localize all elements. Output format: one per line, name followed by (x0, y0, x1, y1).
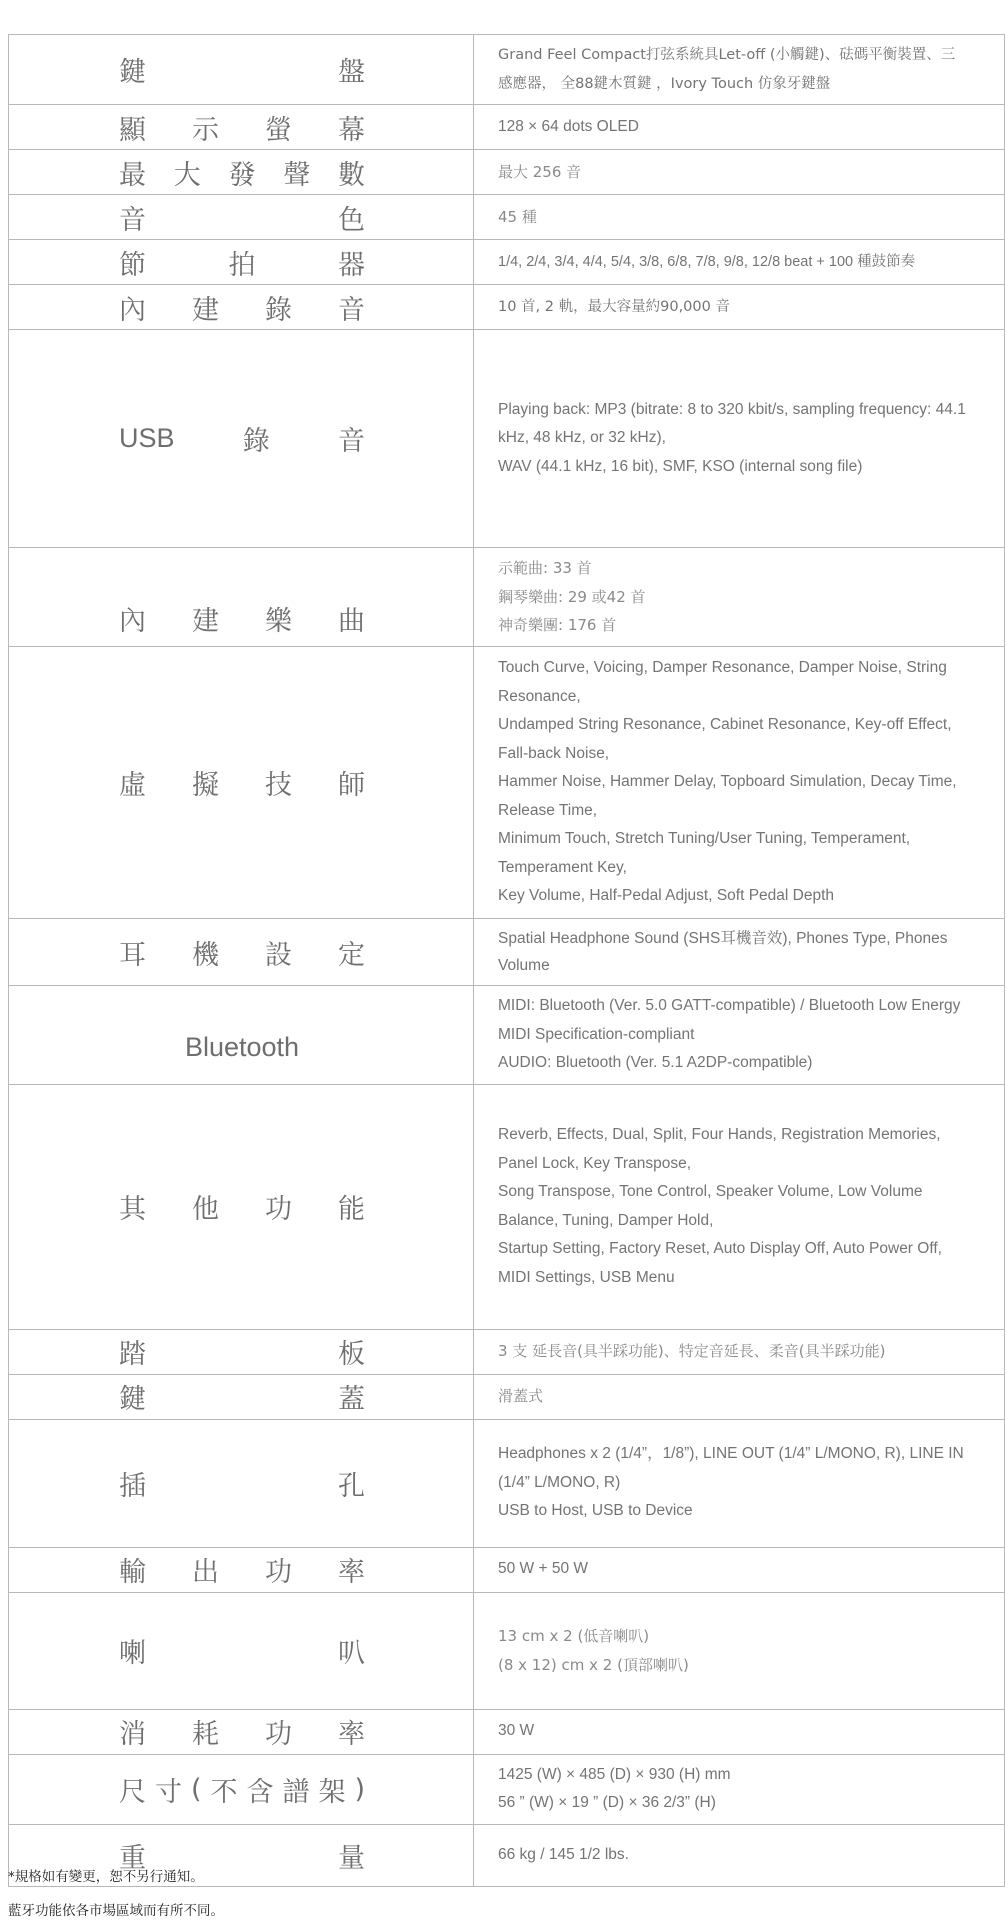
spec-value (474, 1824, 1005, 1886)
spec-value (474, 647, 1005, 919)
spec-label (9, 1709, 474, 1754)
label-text (119, 153, 365, 192)
label-char: 師 (338, 770, 365, 801)
spec-row-metronome (9, 240, 1005, 285)
label-char: 蓋 (338, 1384, 365, 1415)
label-text (119, 1770, 365, 1809)
spec-label (9, 35, 474, 105)
label-char: 喇 (119, 1638, 146, 1669)
label-char: 其 (119, 1194, 146, 1225)
value-line: Release Time, (498, 801, 598, 819)
value-line: 10 首, 2 軌，最大容量約90,000 音 (498, 298, 730, 315)
value-line: Key Volume, Half-Pedal Adjust, Soft Pedal Depth (498, 887, 835, 905)
label-text (119, 1550, 365, 1589)
value-line: 45 種 (498, 207, 537, 226)
spec-label (9, 548, 474, 647)
label-text (119, 599, 365, 638)
label-char: 內 (119, 606, 146, 637)
label-char: ) (354, 1773, 365, 1805)
value-line: Resonance, (498, 687, 581, 705)
label-char: 插 (119, 1470, 146, 1502)
label-char: 擬 (192, 770, 219, 801)
label-char: 輸 (119, 1557, 146, 1588)
spec-row-voices (9, 195, 1005, 240)
spec-row-speakers (9, 1592, 1005, 1709)
value-line: Reverb, Effects, Dual, Split, Four Hands, Registration Memories, (498, 1126, 941, 1143)
spec-row-power-consumption (9, 1709, 1005, 1754)
label-text (119, 1377, 365, 1416)
spec-value (474, 548, 1005, 647)
spec-value (474, 919, 1005, 986)
spec-label (9, 195, 474, 240)
label-text (119, 419, 365, 458)
label-char: 節 (119, 249, 146, 281)
value-line: 13 cm x 2 (低音喇叭) (498, 1627, 650, 1645)
spec-row-recorder (9, 285, 1005, 330)
value-line: 66 kg / 145 1/2 lbs. (498, 1845, 629, 1863)
label-char: 孔 (338, 1470, 365, 1502)
label-char: 板 (338, 1339, 365, 1370)
label-char: 發 (228, 159, 256, 191)
label-char: 功 (265, 1719, 292, 1750)
label-char: 示 (192, 114, 219, 146)
value-line: AUDIO: Bluetooth (Ver. 5.1 A2DP-compatible) (498, 1054, 813, 1071)
label-char: 拍 (228, 249, 256, 281)
label-char: 幕 (338, 114, 365, 146)
spec-row-usb-recorder (9, 330, 1005, 548)
label-text (119, 933, 365, 972)
label-char: 寸 (154, 1776, 182, 1808)
spec-value (474, 330, 1005, 548)
label-char: 音 (338, 294, 365, 326)
label-char: 錄 (242, 426, 270, 457)
spec-value (474, 1592, 1005, 1709)
label-char: ( (190, 1773, 202, 1805)
label-char: 色 (338, 204, 365, 236)
value-line: 56 ” (W) × 19 ” (D) × 36 2/3” (H) (498, 1794, 716, 1811)
spec-row-key-cover (9, 1374, 1005, 1419)
label-char: 率 (338, 1719, 365, 1750)
spec-value (474, 1709, 1005, 1754)
label-char: 機 (192, 939, 219, 971)
label-char: 譜 (282, 1776, 310, 1808)
value-line: 50 W + 50 W (498, 1560, 589, 1578)
label-char: 音 (119, 204, 146, 236)
label-char: 錄 (265, 294, 292, 326)
value-line: 示範曲: 33 首 (498, 559, 592, 578)
spec-label (9, 1374, 474, 1419)
label-char: 耳 (119, 939, 146, 971)
spec-value (474, 35, 1005, 105)
spec-label (9, 1754, 474, 1824)
label-char: 率 (338, 1557, 365, 1588)
spec-value (474, 1419, 1005, 1547)
spec-row-internal-songs (9, 548, 1005, 647)
value-line: 鋼琴樂曲: 29 或42 首 (498, 587, 646, 606)
label-char: 他 (192, 1194, 219, 1225)
spec-label (9, 285, 474, 330)
value-line: 滑蓋式 (498, 1387, 544, 1406)
spec-row-display (9, 105, 1005, 150)
spec-row-polyphony (9, 150, 1005, 195)
label-char: 大 (173, 159, 201, 191)
value-line: 1425 (W) × 485 (D) × 930 (H) mm (498, 1765, 731, 1783)
specifications-table (8, 34, 1005, 1887)
value-line: 30 W (498, 1722, 535, 1740)
value-line: 1/4, 2/4, 3/4, 4/4, 5/4, 3/8, 6/8, 7/8, 9/8, 12/8 beat + 100 種鼓節奏 (498, 253, 916, 270)
spec-label (9, 919, 474, 986)
label-char: 設 (265, 939, 292, 971)
spec-label (9, 1329, 474, 1374)
spec-row-dimensions (9, 1754, 1005, 1824)
value-line: Balance, Tuning, Damper Hold, (498, 1211, 714, 1229)
label-char: 顯 (119, 114, 146, 146)
label-text (119, 243, 365, 282)
value-line: Playing back: MP3 (bitrate: 8 to 320 kbit/s, sampling frequency: 44.1 (498, 400, 966, 418)
label-char: 定 (338, 939, 365, 971)
label-char: 出 (192, 1557, 219, 1588)
spec-value (474, 1754, 1005, 1824)
label-char: 能 (338, 1194, 365, 1225)
value-line: Touch Curve, Voicing, Damper Resonance, Damper Noise, String (498, 659, 947, 677)
label-text (119, 1464, 365, 1503)
label-char: 虛 (119, 770, 146, 801)
label-char: 叭 (338, 1638, 365, 1669)
value-line: 神奇樂團: 176 首 (498, 616, 617, 635)
label-char: 鍵 (119, 1384, 146, 1415)
spec-value (474, 986, 1005, 1085)
label-char: 尺 (119, 1776, 146, 1808)
value-line: 128 × 64 dots OLED (498, 117, 639, 135)
spec-value (474, 1084, 1005, 1329)
label-char: 功 (265, 1194, 292, 1225)
label-char: 耗 (192, 1719, 219, 1750)
spec-label (9, 240, 474, 285)
value-line: Volume (498, 957, 550, 974)
spec-row-virtual-technician (9, 647, 1005, 919)
label-text (119, 1006, 365, 1063)
label-char: 架 (318, 1776, 346, 1808)
label-char: 建 (192, 606, 219, 637)
label-char: 盤 (338, 57, 365, 88)
label-char: 量 (338, 1842, 365, 1874)
value-line: Minimum Touch, Stretch Tuning/User Tuning, Temperament, (498, 830, 911, 848)
label-char: 音 (338, 426, 365, 457)
spec-label (9, 1547, 474, 1592)
label-char: 數 (338, 159, 365, 191)
label-char: 螢 (265, 114, 292, 146)
footnote-bluetooth-region: 藍牙功能依各市場區域而有所不同。 (8, 1903, 224, 1919)
spec-row-keyboard (9, 35, 1005, 105)
spec-row-output-power (9, 1547, 1005, 1592)
label-text (119, 763, 365, 802)
value-line: Panel Lock, Key Transpose, (498, 1154, 692, 1172)
label-text (119, 50, 365, 89)
value-line: kHz, 48 kHz, or 32 kHz), (498, 429, 666, 447)
spec-value (474, 1329, 1005, 1374)
spec-label (9, 1419, 474, 1547)
label-text (119, 1187, 365, 1226)
value-line: Grand Feel Compact打弦系統具Let-off (小觸鍵)、砝碼平衡裝置、三 (498, 47, 956, 63)
spec-label (9, 150, 474, 195)
spec-value (474, 150, 1005, 195)
spec-label (9, 647, 474, 919)
label-text (119, 1332, 365, 1371)
value-line: (8 x 12) cm x 2 (頂部喇叭) (498, 1655, 689, 1674)
label-text (119, 198, 365, 237)
label-char: 重 (119, 1842, 146, 1874)
label-char: 樂 (265, 606, 292, 637)
spec-label (9, 330, 474, 548)
label-char: 器 (338, 249, 365, 281)
spec-value (474, 240, 1005, 285)
value-line: USB to Host, USB to Device (498, 1502, 693, 1520)
spec-label (9, 986, 474, 1085)
value-line: WAV (44.1 kHz, 16 bit), SMF, KSO (internal song file) (498, 457, 863, 475)
spec-row-other-functions (9, 1084, 1005, 1329)
label-char: 曲 (338, 606, 365, 637)
spec-value (474, 195, 1005, 240)
spec-label (9, 1084, 474, 1329)
value-line: Fall-back Noise, (498, 744, 610, 762)
label-char: 內 (119, 294, 146, 326)
value-line: Hammer Noise, Hammer Delay, Topboard Simulation, Decay Time, (498, 773, 957, 791)
label-char: 建 (192, 294, 219, 326)
value-line: Headphones x 2 (1/4”，1/8”), LINE OUT (1/4” L/MONO, R), LINE IN (498, 1445, 964, 1463)
value-line: Startup Setting, Factory Reset, Auto Display Off, Auto Power Off, (498, 1240, 942, 1257)
specifications-body (9, 35, 1005, 1887)
spec-value (474, 285, 1005, 330)
label-char: 消 (119, 1719, 146, 1750)
value-line: Temperament Key, (498, 858, 627, 876)
value-line: Song Transpose, Tone Control, Speaker Volume, Low Volume (498, 1183, 923, 1200)
label-char: 不 (210, 1776, 238, 1808)
spec-label (9, 105, 474, 150)
label-char: 鍵 (119, 57, 146, 88)
spec-value (474, 1547, 1005, 1592)
value-line: (1/4” L/MONO, R) (498, 1473, 621, 1491)
value-line: Spatial Headphone Sound (SHS耳機音效), Phones Type, Phones (498, 930, 948, 947)
value-line: 感應器， 全88鍵木質鍵 ，Ivory Touch 仿象牙鍵盤 (498, 75, 831, 92)
label-char: Bluetooth (184, 1032, 300, 1063)
label-text (119, 1631, 365, 1670)
value-line: 3 支 延長音(具半踩功能)、特定音延長、柔音(具半踩功能) (498, 1342, 886, 1361)
label-char: 技 (265, 770, 292, 801)
label-char: 最 (119, 159, 146, 191)
value-line: MIDI Settings, USB Menu (498, 1268, 675, 1286)
value-line: MIDI Specification-compliant (498, 1025, 695, 1043)
label-text (119, 108, 365, 147)
spec-row-pedals (9, 1329, 1005, 1374)
label-text (119, 288, 365, 327)
label-char: USB (119, 423, 175, 453)
spec-row-jacks (9, 1419, 1005, 1547)
spec-label (9, 1592, 474, 1709)
label-char: 聲 (283, 159, 311, 191)
spec-row-headphones (9, 919, 1005, 986)
value-line: MIDI: Bluetooth (Ver. 5.0 GATT-compatible) / Bluetooth Low Energy (498, 997, 961, 1014)
spec-row-bluetooth (9, 986, 1005, 1085)
label-char: 踏 (119, 1339, 146, 1370)
label-text (119, 1712, 365, 1751)
label-char: 功 (265, 1557, 292, 1588)
spec-value (474, 1374, 1005, 1419)
value-line: 最大 256 音 (498, 162, 582, 181)
footnote-spec-change: *規格如有變更，恕不另行通知。 (8, 1869, 204, 1885)
value-line: Undamped String Resonance, Cabinet Resonance, Key-off Effect, (498, 716, 952, 734)
spec-value (474, 105, 1005, 150)
label-char: 含 (246, 1776, 274, 1808)
